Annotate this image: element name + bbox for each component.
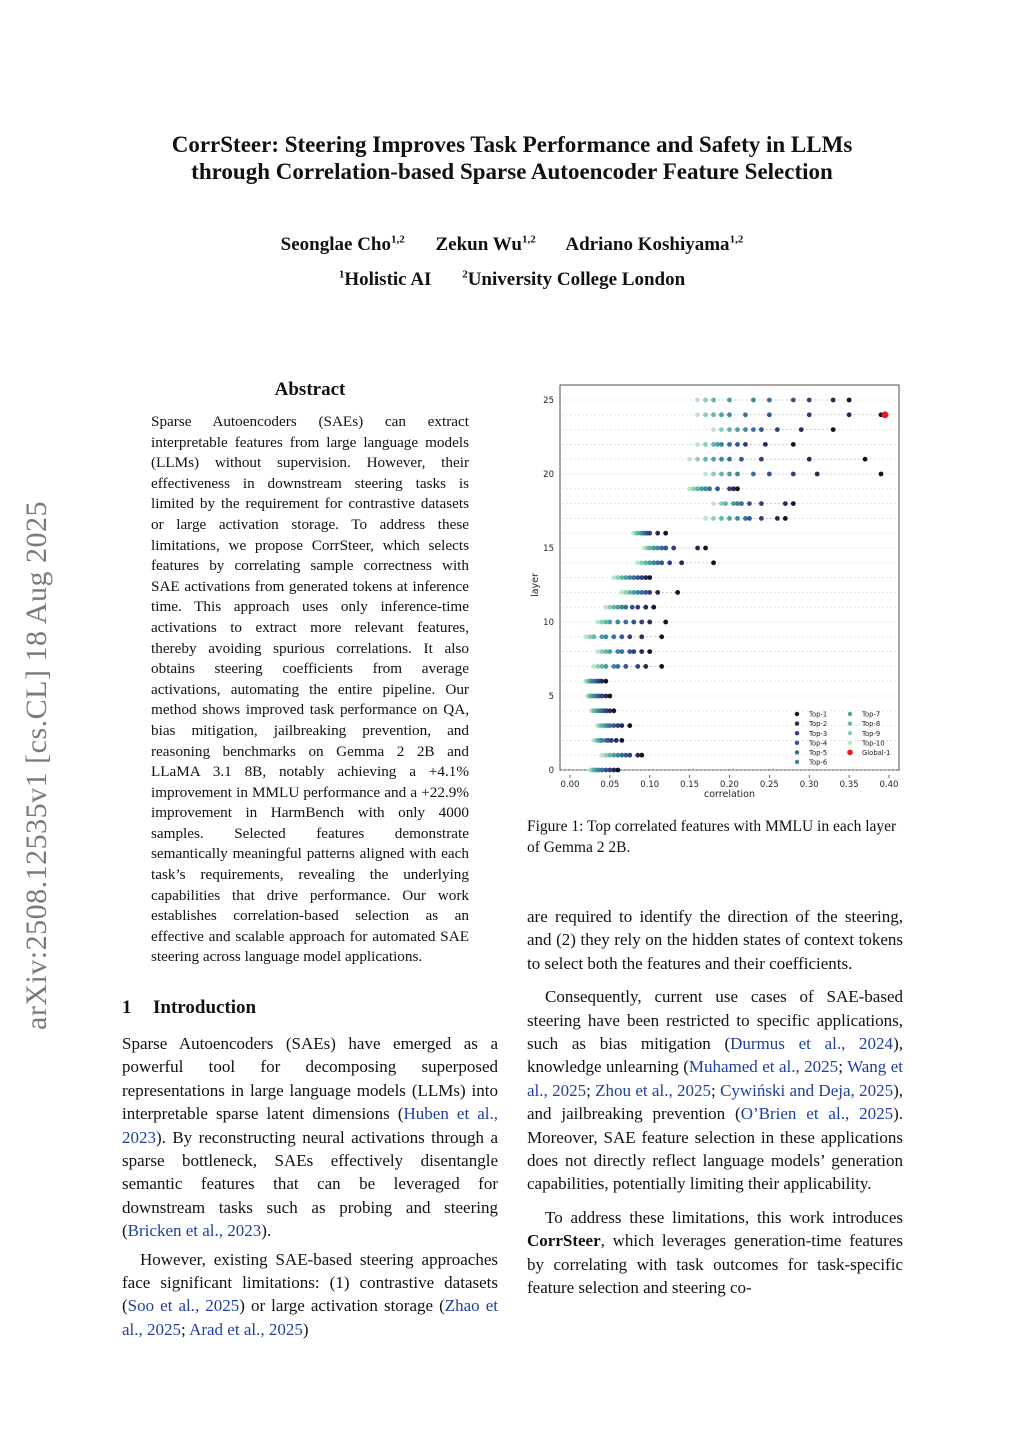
data-point [807, 398, 812, 403]
data-point [639, 634, 644, 639]
figure-caption: Figure 1: Top correlated features with MMLU in each layer of Gemma 2 2B. [527, 818, 897, 856]
data-point [619, 738, 624, 743]
figure-1 [527, 380, 903, 800]
data-point [807, 457, 812, 462]
data-point [643, 605, 648, 610]
x-tick-label: 0.35 [839, 780, 859, 790]
data-point [647, 620, 652, 625]
legend-label: Top-2 [809, 720, 828, 729]
data-point [655, 531, 660, 536]
arxiv-stamp: arXiv:2508.12535v1 [cs.CL] 18 Aug 2025 [20, 501, 53, 1030]
legend-marker [847, 750, 853, 756]
data-point [847, 398, 852, 403]
text-run: ). By reconstructing neural activations through a sparse bottleneck, SAEs effectively disentangle semantic features that can be leveraged for downstream tasks such as probing and steering ( [122, 1127, 498, 1241]
title-line-2: through Correlation-based Sparse Autoencoder Feature Selection [191, 159, 833, 184]
legend-marker [795, 760, 799, 764]
data-point [643, 664, 648, 669]
data-point [619, 723, 624, 728]
paragraph [122, 1032, 498, 1243]
data-point [847, 412, 852, 417]
data-point [703, 472, 708, 477]
legend-marker [795, 731, 799, 735]
x-tick-label: 0.15 [680, 780, 700, 790]
data-point [711, 472, 716, 477]
citation-link[interactable]: Arad et al., 2025 [189, 1319, 303, 1339]
data-point [647, 649, 652, 654]
data-point [807, 412, 812, 417]
data-point [719, 412, 724, 417]
data-point [751, 427, 756, 432]
data-point [735, 486, 740, 491]
section-heading [122, 997, 256, 1019]
legend-marker [795, 750, 799, 754]
data-point [719, 442, 724, 447]
title-line-1: CorrSteer: Steering Improves Task Performance and Safety in LLMs [171, 132, 853, 157]
data-point [759, 501, 764, 506]
data-point [639, 620, 644, 625]
data-point [739, 457, 744, 462]
text-run: ), and jailbreaking prevention ( [527, 1080, 903, 1124]
text-run: are required to identify the direction of the steering, and (2) they rely on the hidden states of context tokens to select both the features and their coefficients. [527, 907, 903, 973]
data-point [727, 427, 732, 432]
data-point [727, 442, 732, 447]
data-point [743, 412, 748, 417]
y-tick-label: 0 [548, 766, 554, 776]
paragraph [527, 1206, 903, 1300]
data-point [695, 412, 700, 417]
text-run: Consequently, current use cases of SAE-based steering have been restricted to specific applications, such as bias mitigation ( [527, 987, 903, 1054]
text-run: ; [586, 1080, 596, 1100]
citation-link[interactable]: Huben et al., 2023 [122, 1104, 499, 1147]
x-tick-label: 0.30 [799, 780, 819, 790]
data-point [627, 723, 632, 728]
abstract-heading: Abstract [274, 379, 346, 400]
data-point [703, 546, 708, 551]
legend-label: Top-4 [809, 739, 828, 748]
data-point [619, 634, 624, 639]
data-point [783, 516, 788, 521]
data-point [663, 546, 668, 551]
right-column [527, 905, 903, 1300]
x-axis-label: correlation [704, 789, 755, 800]
data-point [614, 738, 619, 743]
data-point [703, 516, 708, 521]
data-point [767, 472, 772, 477]
data-point [711, 501, 716, 506]
citation-link[interactable]: O’Brien et al., 2025 [740, 1104, 894, 1124]
legend-marker [795, 712, 799, 716]
data-point [831, 427, 836, 432]
paragraph [122, 1248, 498, 1342]
text-run: ). Moreover, SAE feature selection in these applications does not directly reflect language models’ generation capabilities, potentially limiting their applicability. [527, 1104, 903, 1194]
data-point [639, 753, 644, 758]
data-point [775, 427, 780, 432]
text-run: ; [838, 1057, 848, 1077]
intro-column [122, 1032, 498, 1341]
data-point [611, 708, 616, 713]
data-point [679, 560, 684, 565]
text-run: To address these limitations, this work introduces [545, 1207, 903, 1227]
section-number: 1 [122, 997, 132, 1018]
data-point [623, 605, 628, 610]
text-run: Sparse Autoencoders (SAEs) have emerged as a powerful tool for decomposing superposed representations in large language models (LLMs) into interpretable sparse latent dimensions ( [122, 1034, 498, 1124]
global-point [882, 411, 889, 418]
data-point [783, 501, 788, 506]
legend-marker [848, 731, 852, 735]
data-point [711, 516, 716, 521]
data-point [791, 442, 796, 447]
data-point [879, 472, 884, 477]
data-point [743, 427, 748, 432]
legend-label: Top-9 [862, 729, 881, 738]
data-point [711, 457, 716, 462]
y-tick-label: 10 [543, 618, 554, 628]
citation-link[interactable]: Durmus et al., 2024 [730, 1034, 894, 1054]
data-point [711, 427, 716, 432]
data-point [767, 398, 772, 403]
data-point [603, 664, 608, 669]
data-point [719, 457, 724, 462]
data-point [759, 516, 764, 521]
data-point [609, 738, 614, 743]
data-point [735, 427, 740, 432]
legend-marker [848, 721, 852, 725]
text-run: CorrSteer [527, 1231, 601, 1251]
y-tick-label: 20 [543, 470, 554, 480]
data-point [619, 649, 624, 654]
abstract-body: Sparse Autoencoders (SAEs) can extract interpretable features from large language models (LLMs) without supervision. However, their effectiveness in downstream steering tasks is limited by the requirement for contrastive datasets or large activation storage. To address these limitations, we propose CorrSteer, which selects features by correlating sample correctness with SAE activations from generated tokens at inference time. This approach uses only inference-time activations to extract more relevant features, thereby avoiding spurious correlations. It also obtains steering coefficients from average activations, automating the entire pipeline. Our method shows improved task performance on QA, bias mitigation, jailbreaking prevention, and reasoning benchmarks on Gemma 2 2B and LLaMA 3.1 8B, notably achieving a +4.1% improvement in MMLU performance and a +22.9% improvement in HarmBench with only 4000 samples. Selected features demonstrate semantically meaningful patterns aligned with each task’s requirements, revealing the underlying capabilities that drive performance. Our work establishes correlation-based selection as an effective and scalable approach for automated SAE steering across language model applications. [151, 413, 469, 966]
data-point [607, 620, 612, 625]
legend-label: Top-8 [862, 720, 881, 729]
data-point [667, 560, 672, 565]
data-point [635, 605, 640, 610]
data-point [739, 501, 744, 506]
text-run: ). [261, 1221, 272, 1241]
data-point [735, 516, 740, 521]
data-point [727, 516, 732, 521]
data-point [615, 620, 620, 625]
data-point [791, 501, 796, 506]
legend-marker [795, 721, 799, 725]
data-point [703, 457, 708, 462]
text-run: ) [302, 1319, 309, 1339]
data-point [627, 634, 632, 639]
y-tick-label: 25 [543, 396, 554, 406]
data-point [659, 664, 664, 669]
data-point [615, 768, 620, 773]
data-point [767, 412, 772, 417]
data-point [727, 412, 732, 417]
affiliation: $^2$University College London [462, 269, 686, 291]
affiliation: $^1$Holistic AI [338, 269, 432, 291]
x-tick-label: 0.00 [560, 780, 580, 790]
legend-label: Top-7 [862, 710, 881, 719]
data-point [623, 664, 628, 669]
data-point [651, 605, 656, 610]
data-point [635, 664, 640, 669]
x-tick-label: 0.20 [720, 780, 739, 790]
data-point [747, 516, 752, 521]
data-point [703, 398, 708, 403]
data-point [815, 472, 820, 477]
data-point [711, 560, 716, 565]
data-point [663, 531, 668, 536]
data-point [727, 472, 732, 477]
data-point [659, 634, 664, 639]
legend-label: Top-5 [809, 749, 828, 757]
x-tick-label: 0.40 [879, 780, 899, 790]
data-point [747, 501, 752, 506]
data-point [695, 442, 700, 447]
data-point [603, 634, 608, 639]
author: Adriano Koshiyama$^{1,2}$ [565, 234, 744, 256]
data-point [603, 679, 608, 684]
x-tick-label: 0.05 [600, 780, 620, 790]
paragraph [527, 985, 903, 1196]
scatter-chart [527, 380, 903, 800]
data-point [751, 472, 756, 477]
data-point [607, 694, 612, 699]
text-run: , which leverages generation-time features by correlating with task outcomes for task-specific feature selection and steering co- [527, 1231, 903, 1298]
text-run: However, existing SAE-based steering approaches face significant limitations: (1) contrastive datasets ( [122, 1249, 498, 1316]
data-point [831, 398, 836, 403]
text-run: ; [181, 1319, 190, 1339]
author: Seonglae Cho$^{1,2}$ [280, 234, 405, 256]
data-point [791, 472, 796, 477]
data-point [695, 457, 700, 462]
data-point [647, 531, 652, 536]
section-title: Introduction [153, 997, 257, 1018]
legend-label: Top-1 [809, 710, 828, 719]
data-point [727, 398, 732, 403]
data-point [711, 412, 716, 417]
y-tick-label: 15 [543, 544, 554, 554]
data-point [719, 427, 724, 432]
data-point [631, 620, 636, 625]
data-point [592, 634, 597, 639]
data-point [723, 501, 728, 506]
citation-link[interactable]: Muhamed et al., 2025 [688, 1057, 839, 1077]
data-point [615, 664, 620, 669]
data-point [799, 427, 804, 432]
data-point [763, 442, 768, 447]
legend-label: Global-1 [862, 749, 891, 757]
data-point [639, 649, 644, 654]
data-point [695, 398, 700, 403]
data-point [719, 472, 724, 477]
legend-marker [848, 741, 852, 745]
affiliation-list [110, 269, 914, 291]
data-point [630, 605, 635, 610]
data-point [791, 398, 796, 403]
x-tick-label: 0.25 [759, 780, 779, 790]
data-point [607, 649, 612, 654]
data-point [743, 442, 748, 447]
data-point [623, 620, 628, 625]
data-point [707, 486, 712, 491]
legend-marker [848, 712, 852, 716]
data-point [687, 457, 692, 462]
legend-label: Top-6 [809, 758, 828, 767]
data-point [655, 590, 660, 595]
data-point [611, 634, 616, 639]
x-tick-label: 0.10 [640, 780, 660, 790]
text-run: ) or large activation storage ( [239, 1296, 445, 1316]
data-point [711, 398, 716, 403]
citation-link[interactable]: Wang et al., 2025 [527, 1057, 904, 1100]
data-point [659, 560, 664, 565]
text-run: ; [711, 1080, 721, 1100]
data-point [751, 398, 756, 403]
data-point [631, 649, 636, 654]
data-point [727, 457, 732, 462]
data-point [735, 442, 740, 447]
data-point [775, 516, 780, 521]
data-point [671, 546, 676, 551]
data-point [703, 412, 708, 417]
data-point [627, 753, 632, 758]
legend-marker [795, 741, 799, 745]
data-point [675, 590, 680, 595]
data-point [647, 575, 652, 580]
data-point [759, 457, 764, 462]
data-point [647, 590, 652, 595]
citation-link[interactable]: Zhao et al., 2025 [122, 1296, 498, 1339]
citation-link[interactable]: Soo et al., 2025 [127, 1296, 240, 1316]
y-axis-label: layer [530, 573, 541, 597]
text-run: ), knowledge unlearning ( [527, 1034, 903, 1077]
data-point [695, 546, 700, 551]
legend-label: Top-10 [862, 739, 885, 748]
paper-title [110, 131, 914, 185]
citation-link[interactable]: Zhou et al., 2025 [595, 1080, 712, 1100]
citation-link[interactable]: Bricken et al., 2023 [127, 1221, 262, 1241]
y-tick-label: 5 [548, 692, 554, 702]
data-point [703, 442, 708, 447]
data-point [719, 516, 724, 521]
data-point [663, 620, 668, 625]
author: Zekun Wu$^{1,2}$ [435, 234, 536, 256]
paragraph [527, 905, 903, 975]
data-point [735, 472, 740, 477]
data-point [715, 486, 720, 491]
legend-label: Top-3 [809, 729, 828, 738]
citation-link[interactable]: Cywiński and Deja, 2025 [720, 1080, 894, 1100]
data-point [863, 457, 868, 462]
data-point [759, 427, 764, 432]
author-list [110, 234, 914, 256]
